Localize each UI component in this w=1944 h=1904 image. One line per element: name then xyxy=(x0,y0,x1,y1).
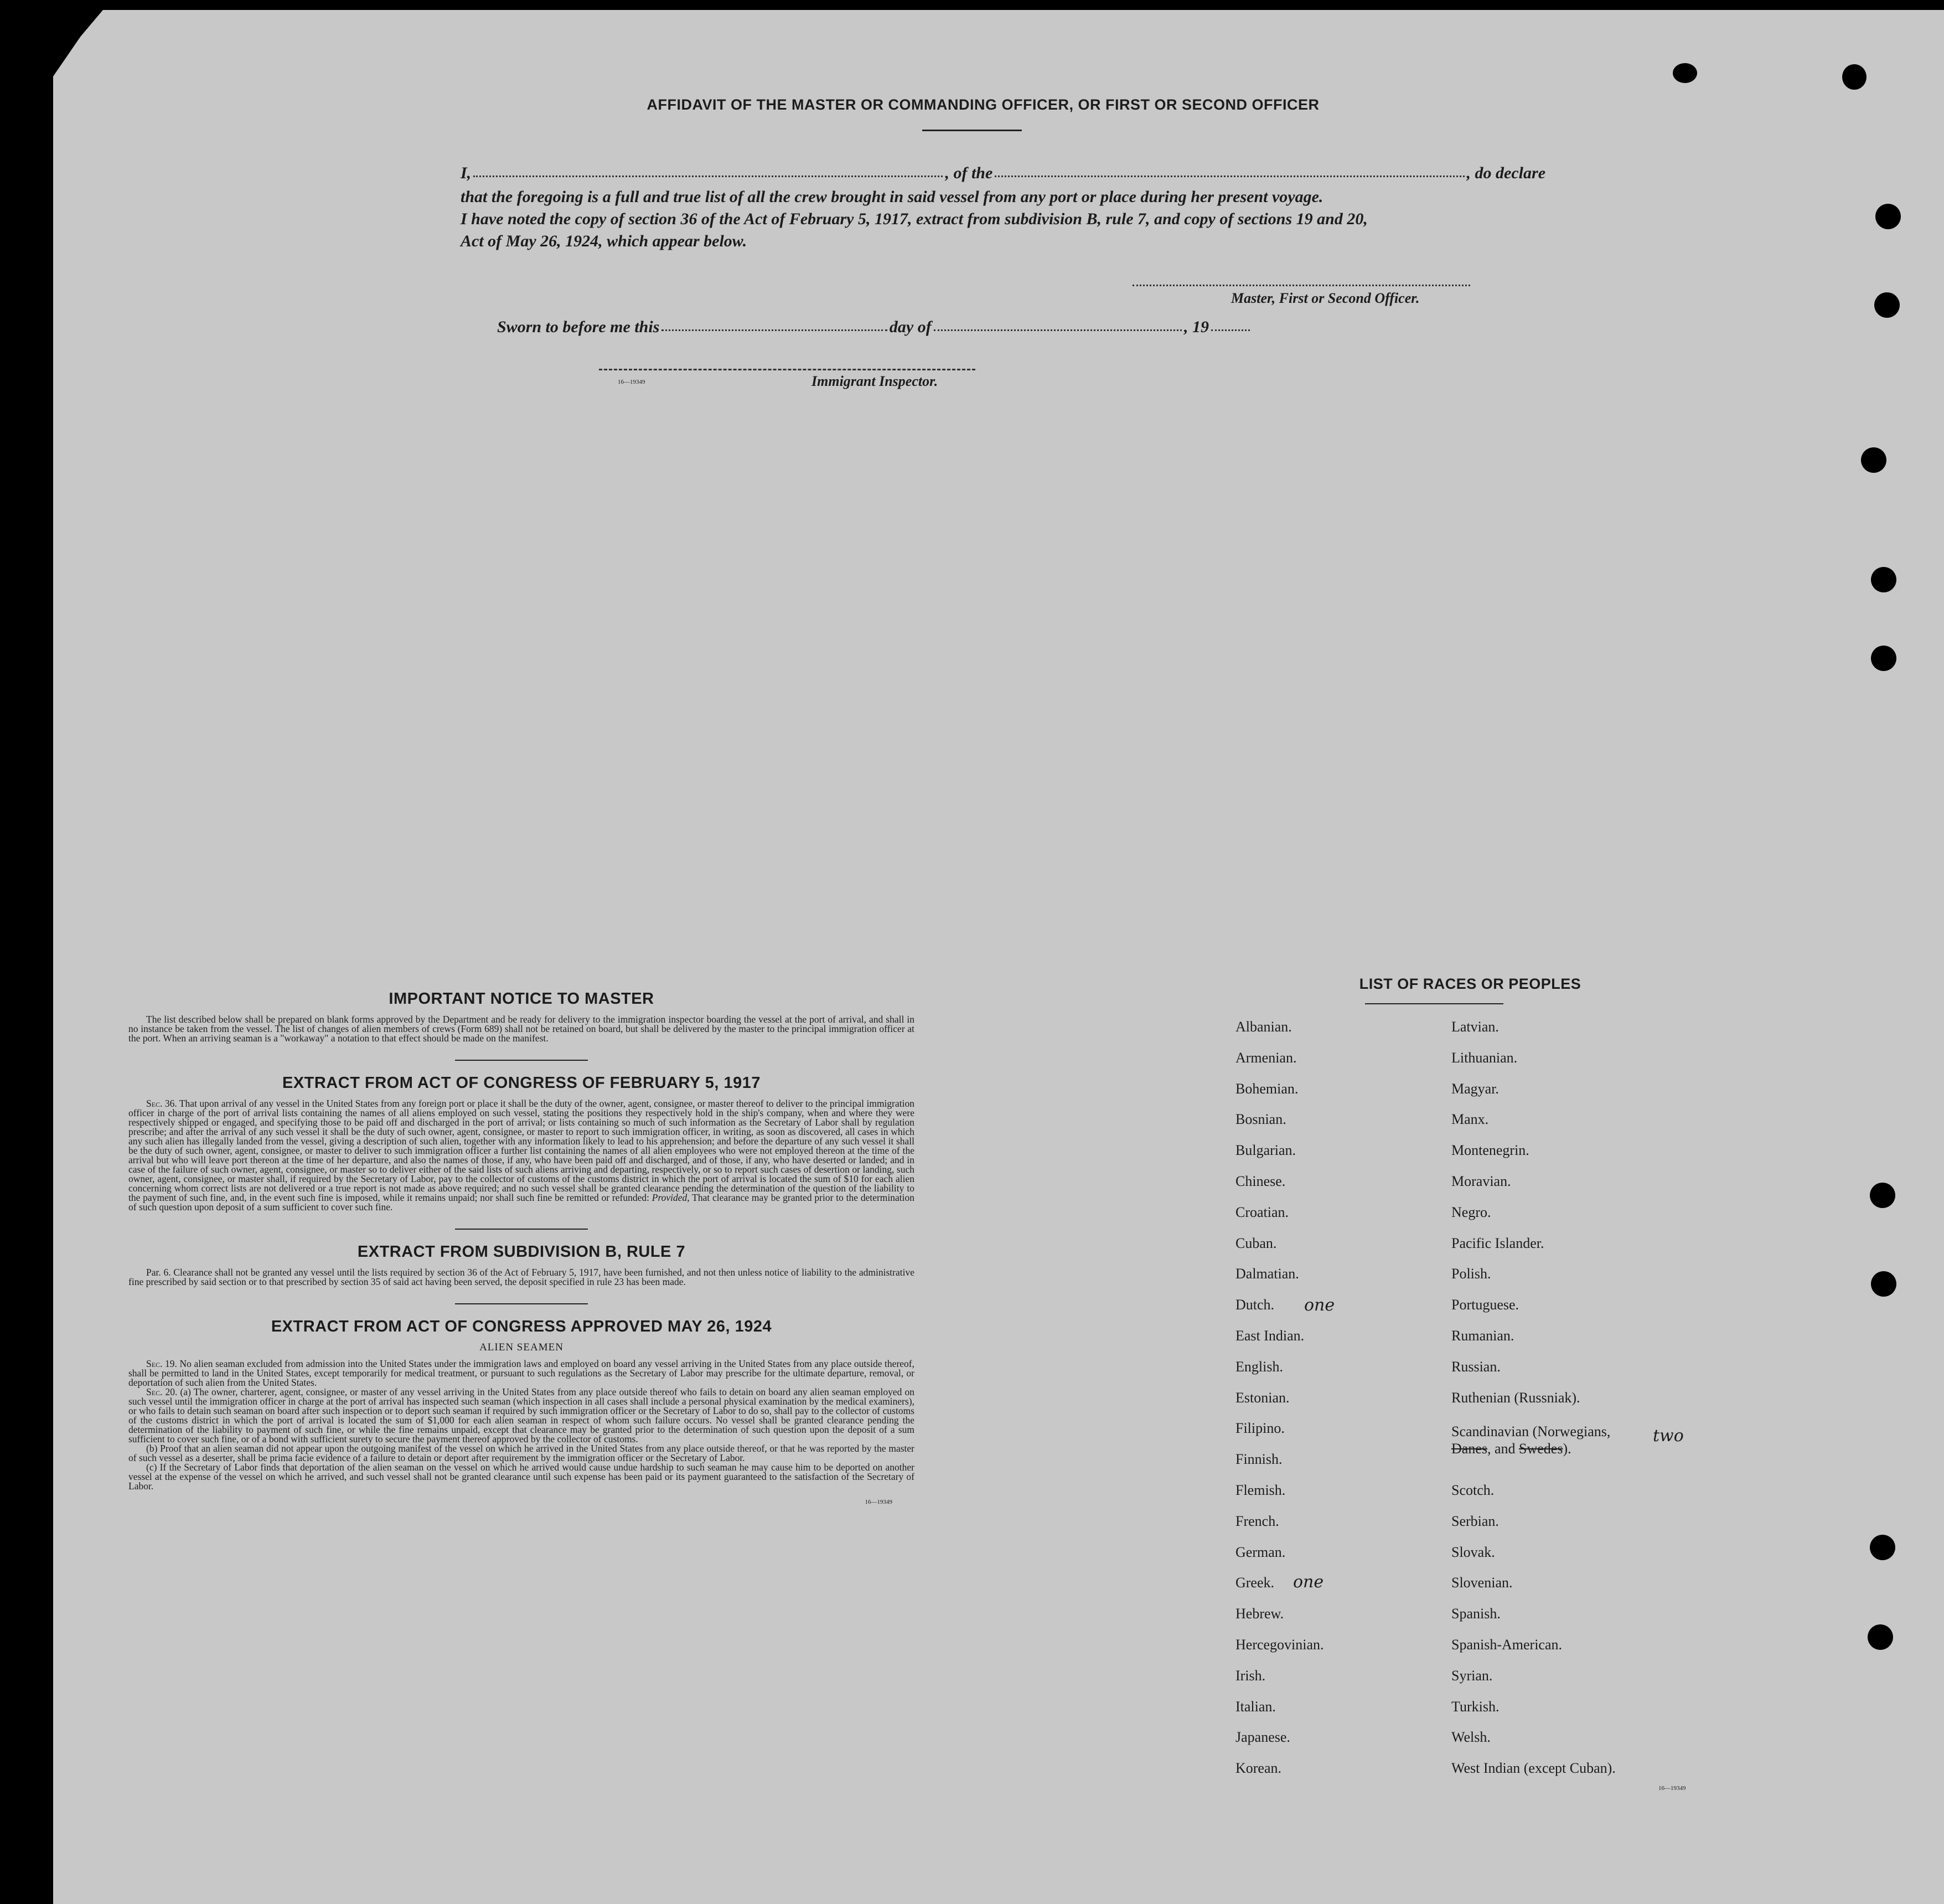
race-item: Filipino. xyxy=(1235,1420,1285,1437)
form-code: 16—19349 xyxy=(618,379,645,385)
race-item: Rumanian. xyxy=(1451,1328,1514,1344)
race-item: Turkish. xyxy=(1451,1698,1500,1715)
races-title: LIST OF RACES OR PEOPLES xyxy=(1359,976,1581,992)
page-corner xyxy=(53,10,103,76)
name-field[interactable] xyxy=(473,176,943,177)
sec-20b-text: (b) Proof that an alien seaman did not appear upon the outgoing manifest of the vessel on which he arrived in the United States from any place outside thereof, or that he was reported by the master of such vessel as a deserter, shall be prima facie evidence of a failure to detain or deport after requirement by the immigration officer or the Secretary of Labor. xyxy=(128,1443,914,1463)
inspector-label: Immigrant Inspector. xyxy=(811,373,938,389)
punch-hole xyxy=(1870,1535,1895,1560)
race-item: English. xyxy=(1235,1358,1283,1375)
punch-hole xyxy=(1842,64,1867,90)
title-rule xyxy=(922,130,1022,131)
alien-seamen-subtitle: ALIEN SEAMEN xyxy=(479,1341,563,1353)
declaration-line xyxy=(461,164,1545,183)
document-page xyxy=(53,10,1944,1904)
proviso-label: Provided, xyxy=(652,1192,690,1203)
declaration-line-3: Act of May 26, 1924, which appear below. xyxy=(461,232,747,250)
race-item: Scotch. xyxy=(1451,1482,1495,1498)
punch-hole xyxy=(1875,204,1901,229)
race-item: Bosnian. xyxy=(1235,1111,1286,1128)
rule7-text: Par. 6. Clearance shall not be granted any vessel until the lists required by section 36 of the Act of February 5, 1917, have been furnished, and not then unless notice of liability to the administrative fine prescribed by said section or to that prescribed by section 35 of said act having been served, the deposit specified in rule 23 has been made. xyxy=(128,1267,914,1287)
declare-label: , do declare xyxy=(1466,164,1546,182)
race-item: Korean. xyxy=(1235,1760,1282,1777)
race-item: Hercegovinian. xyxy=(1235,1637,1324,1653)
sec-19-text xyxy=(128,1359,914,1387)
year-field[interactable] xyxy=(1211,329,1250,331)
race-item: French. xyxy=(1235,1513,1279,1529)
race-item: Irish. xyxy=(1235,1667,1266,1684)
punch-hole xyxy=(1874,292,1900,318)
sworn-day-field[interactable] xyxy=(661,329,887,331)
handwritten-greek-count: one xyxy=(1293,1572,1324,1592)
punch-hole xyxy=(1673,63,1697,83)
race-item: Slovak. xyxy=(1451,1544,1495,1560)
punch-hole xyxy=(1868,1624,1893,1650)
and-label: , and xyxy=(1487,1441,1516,1457)
sec-20c-text: (c) If the Secretary of Labor finds that deportation of the alien seaman on the vessel on which he arrived would cause undue hardship to such seaman he may cause him to be deported on another vessel at the expense of the vessel on which he arrived, and such vessel shall not be granted clearance until such expense has been paid or its payment guaranteed to the satisfaction of the Secretary of Labor. xyxy=(128,1462,914,1492)
sec-20-label: Sec. 20. xyxy=(146,1386,178,1397)
race-item: Bohemian. xyxy=(1235,1080,1299,1097)
danes-struck: Danes xyxy=(1451,1441,1487,1457)
punch-hole xyxy=(1871,1271,1896,1297)
race-item: Polish. xyxy=(1451,1266,1491,1282)
race-item: Welsh. xyxy=(1451,1729,1491,1746)
race-item: Dutch. xyxy=(1235,1297,1275,1313)
declaration-line-2: I have noted the copy of section 36 of the Act of February 5, 1917, extract from subdivision B, rule 7, and copy of sections 19 and 20, xyxy=(461,210,1368,228)
race-item: Scandinavian (Norwegians, xyxy=(1451,1423,1611,1440)
race-item: Chinese. xyxy=(1235,1173,1286,1189)
race-item: Manx. xyxy=(1451,1111,1489,1128)
race-item: Flemish. xyxy=(1235,1482,1286,1498)
vessel-field[interactable] xyxy=(995,176,1464,177)
race-item: East Indian. xyxy=(1235,1328,1305,1344)
declaration-line-1: that the foregoing is a full and true list of all the crew brought in said vessel from any port or place during her present voyage. xyxy=(461,188,1323,206)
race-item: Finnish. xyxy=(1235,1451,1283,1468)
sec-20a-text xyxy=(128,1387,914,1444)
form-code: 16—19349 xyxy=(1658,1785,1686,1792)
race-item: Spanish-American. xyxy=(1451,1637,1563,1653)
extract-1924-title: EXTRACT FROM ACT OF CONGRESS APPROVED MAY 26, 1924 xyxy=(271,1318,772,1335)
master-signature-line[interactable] xyxy=(1133,285,1470,286)
sec-19-body: No alien seaman excluded from admission into the United States under the immigration laws and employed on board any vessel arriving in the United States from any place outside thereof, shall be permitted to land in the United States, except temporarily for medical treatment, or pursuant to such regulations as the Secretary of Labor may prescribe for the ultimate departure, removal, or deportation of such alien from the United States. xyxy=(128,1358,914,1388)
year-label: , 19 xyxy=(1184,318,1209,336)
race-item: Russian. xyxy=(1451,1358,1501,1375)
of-the-label: , of the xyxy=(945,164,993,182)
inspector-signature-line[interactable] xyxy=(599,369,975,370)
sec-19-label: Sec. 19. xyxy=(146,1358,177,1369)
race-item: Syrian. xyxy=(1451,1667,1493,1684)
sec-36-label: Sec. 36. xyxy=(146,1098,177,1109)
extract-1917-title: EXTRACT FROM ACT OF CONGRESS OF FEBRUARY 5, 1917 xyxy=(282,1074,761,1092)
race-item: Cuban. xyxy=(1235,1235,1277,1251)
notices-column xyxy=(128,990,914,1505)
race-item: Ruthenian (Russniak). xyxy=(1451,1389,1580,1406)
sec-36-text: That upon arrival of any vessel in the United States from any foreign port or place it shall be the duty of the owner, agent, consignee, or master thereof to deliver to the principal immigration officer in charge of the port of arrival lists containing the names of all aliens employed on such vessel, stating the positions they respectively hold in the ship's company, when and where they were respectively shipped or engaged, and specifying those to be paid off and discharged in the port of arrival; or lists containing so much of such information as the Secretary of Labor shall by regulation prescribe; and after the arrival of any such vessel it shall be the duty of such owner, agent, consignee, or master to report to such immigration officer, in writing, as soon as discovered, all cases in which any such alien has illegally landed from the vessel, giving a description of such alien, together with any information likely to lead to his apprehension; and before the departure of any such vessel it shall be the duty of such owner, agent, consignee, or master to deliver to such immigration officer a further list containing the names of all alien employees who were not employed thereon at the time of the arrival but who will leave port thereon at the time of her departure, and also the names of those, if any, who have been paid off and discharged, and of those, if any, who have deserted or landed; and in case of the failure of such owner, agent, consignee, or master so to deliver either of the said lists of such aliens arriving and departing, respectively, or so to report such cases of desertion or landing, such owner, agent, consignee, or master shall, if required by the Secretary of Labor, pay to the collector of customs of the customs district in which the port of arrival is located the sum of $10 for each alien concerning whom correct lists are not delivered or a true report is not made as above required; and no such vessel shall be granted clearance pending the determination of the question of the liability to the payment of such fine, and, in the event such fine is imposed, while it remains unpaid; nor shall such fine be remitted or refunded: xyxy=(128,1098,914,1203)
race-item: Pacific Islander. xyxy=(1451,1235,1544,1251)
race-item: Armenian. xyxy=(1235,1049,1297,1066)
race-item: German. xyxy=(1235,1544,1286,1560)
section-divider xyxy=(455,1303,588,1304)
handwritten-dutch-count: one xyxy=(1304,1296,1335,1315)
declarant-prefix: I, xyxy=(461,164,472,182)
sec-20a-body: (a) The owner, charterer, agent, consignee, or master of any vessel arriving in the United States from any place outside thereof who fails to detain on board any alien seaman employed on such vessel until the immigration officer in charge at the port of arrival has inspected such seaman (which inspection in all cases shall include a personal physical examination by the medical examiners), or who fails to detain such seaman on board after such inspection or to deport such seaman if required by such immigration officer or the Secretary of Labor to do so, shall pay to the collector of customs of the customs district in which the port of arrival is located the sum of $1,000 for each alien seaman in respect of whom such failure occurs. No vessel shall be granted clearance pending the determination of the liability to payment of such fine, or while the fine remains unpaid, except that clearance may be granted prior to the determination of such question upon the deposit of a sum sufficient to cover such fine, or of a bond with sufficient surety to secure the payment thereof approved by the collector of customs. xyxy=(128,1386,914,1444)
race-item: Montenegrin. xyxy=(1451,1142,1529,1159)
race-item: Albanian. xyxy=(1235,1019,1292,1035)
proviso-text: That clearance may be granted prior to the determination of such question upon deposit of a sum sufficient to cover such fine. xyxy=(128,1192,915,1212)
race-item: Magyar. xyxy=(1451,1080,1499,1097)
sworn-label: Sworn to before me this xyxy=(497,318,660,336)
race-item: Serbian. xyxy=(1451,1513,1499,1529)
race-item: Dalmatian. xyxy=(1235,1266,1299,1282)
race-item: Moravian. xyxy=(1451,1173,1511,1189)
form-code: 16—19349 xyxy=(865,1499,892,1505)
notice-title: IMPORTANT NOTICE TO MASTER xyxy=(389,990,654,1008)
race-item: Japanese. xyxy=(1235,1729,1290,1746)
swedes-struck: Swedes xyxy=(1519,1441,1563,1457)
race-item: Slovenian. xyxy=(1451,1575,1513,1591)
sworn-line xyxy=(497,318,1252,337)
races-title-rule xyxy=(1365,1003,1503,1004)
master-label: Master, First or Second Officer. xyxy=(1231,290,1420,306)
rule7-title: EXTRACT FROM SUBDIVISION B, RULE 7 xyxy=(357,1243,686,1261)
declaration-text xyxy=(461,186,1545,252)
punch-hole xyxy=(1871,567,1896,592)
race-item: Bulgarian. xyxy=(1235,1142,1296,1159)
race-item: Greek. xyxy=(1235,1575,1275,1591)
affidavit-title: AFFIDAVIT OF THE MASTER OR COMMANDING OFFICER, OR FIRST OR SECOND OFFICER xyxy=(647,96,1320,113)
race-item: Spanish. xyxy=(1451,1606,1501,1622)
punch-hole xyxy=(1870,1183,1895,1208)
section-divider xyxy=(455,1060,588,1061)
race-item: Estonian. xyxy=(1235,1389,1290,1406)
closing-paren: ). xyxy=(1563,1441,1571,1457)
race-item: West Indian (except Cuban). xyxy=(1451,1760,1616,1777)
extract-1917-text xyxy=(128,1099,914,1212)
race-item: Hebrew. xyxy=(1235,1606,1284,1622)
punch-hole xyxy=(1871,646,1896,671)
scandinavian-line-2 xyxy=(1451,1441,1571,1457)
handwritten-scandinavian-count: two xyxy=(1653,1426,1684,1446)
punch-hole xyxy=(1861,447,1886,473)
notice-text: The list described below shall be prepared on blank forms approved by the Department and be ready for delivery to the immigration inspector boarding the vessel at the port of arrival, and shall in no instance be taken from the vessel. The list of changes of alien members of crews (Form 689) shall not be retained on board, but shall be delivered by the master to the principal immigration officer at the port. When an arriving seaman is a "workaway" a notation to that effect should be made on the manifest. xyxy=(128,1014,914,1044)
race-item: Lithuanian. xyxy=(1451,1049,1518,1066)
race-item: Croatian. xyxy=(1235,1204,1289,1220)
race-item: Portuguese. xyxy=(1451,1297,1519,1313)
race-item: Negro. xyxy=(1451,1204,1491,1220)
section-divider xyxy=(455,1229,588,1230)
race-item: Italian. xyxy=(1235,1698,1276,1715)
day-of-label: day of xyxy=(889,318,932,336)
sworn-month-field[interactable] xyxy=(934,329,1182,331)
race-item: Latvian. xyxy=(1451,1019,1499,1035)
